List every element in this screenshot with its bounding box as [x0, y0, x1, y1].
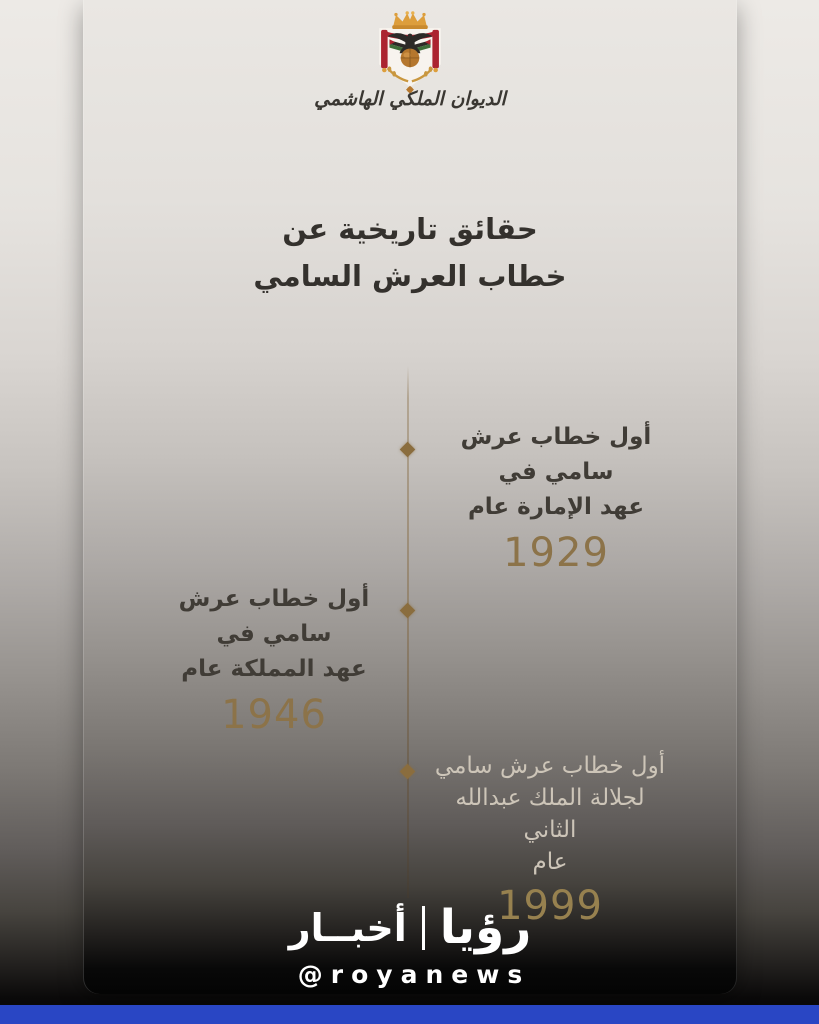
logo-separator-bar	[422, 906, 425, 950]
roya-news-logo	[83, 900, 737, 956]
timeline-item-1946	[155, 582, 393, 738]
timeline-item-text: عام	[532, 849, 568, 875]
royanews-handle: @royanews	[297, 960, 531, 989]
timeline-item-text: لجلالة الملك عبدالله الثاني	[455, 785, 645, 843]
bottom-blue-bar	[0, 1005, 819, 1024]
timeline-item-year: 1929	[503, 530, 609, 576]
timeline-item-year: 1946	[221, 692, 327, 738]
poster-title-line2: خطاب العرش السامي	[253, 259, 567, 293]
royal-court-calligraphy: الديوان الملكي الهاشمي	[314, 88, 506, 110]
timeline-item-1929	[431, 420, 681, 576]
roya-logo-text: رؤيا	[439, 900, 532, 955]
poster-card	[83, 0, 737, 994]
poster-title	[83, 206, 737, 300]
timeline-item-year: 1999	[497, 883, 603, 929]
diamond-marker-icon	[400, 442, 416, 458]
timeline-item-text: أول خطاب عرش سامي في	[178, 586, 370, 647]
poster-title-line1: حقائق تاريخية عن	[282, 212, 538, 246]
timeline-item-text: عهد الإمارة عام	[467, 494, 645, 520]
akhbar-logo-text: أخبــار	[288, 906, 407, 950]
timeline-item-text: أول خطاب عرش سامي في	[460, 424, 652, 485]
timeline-item-text: أول خطاب عرش سامي	[434, 753, 666, 779]
diamond-marker-icon	[400, 603, 416, 619]
diamond-marker-icon	[400, 764, 416, 780]
timeline-item-text: عهد المملكة عام	[181, 656, 367, 682]
